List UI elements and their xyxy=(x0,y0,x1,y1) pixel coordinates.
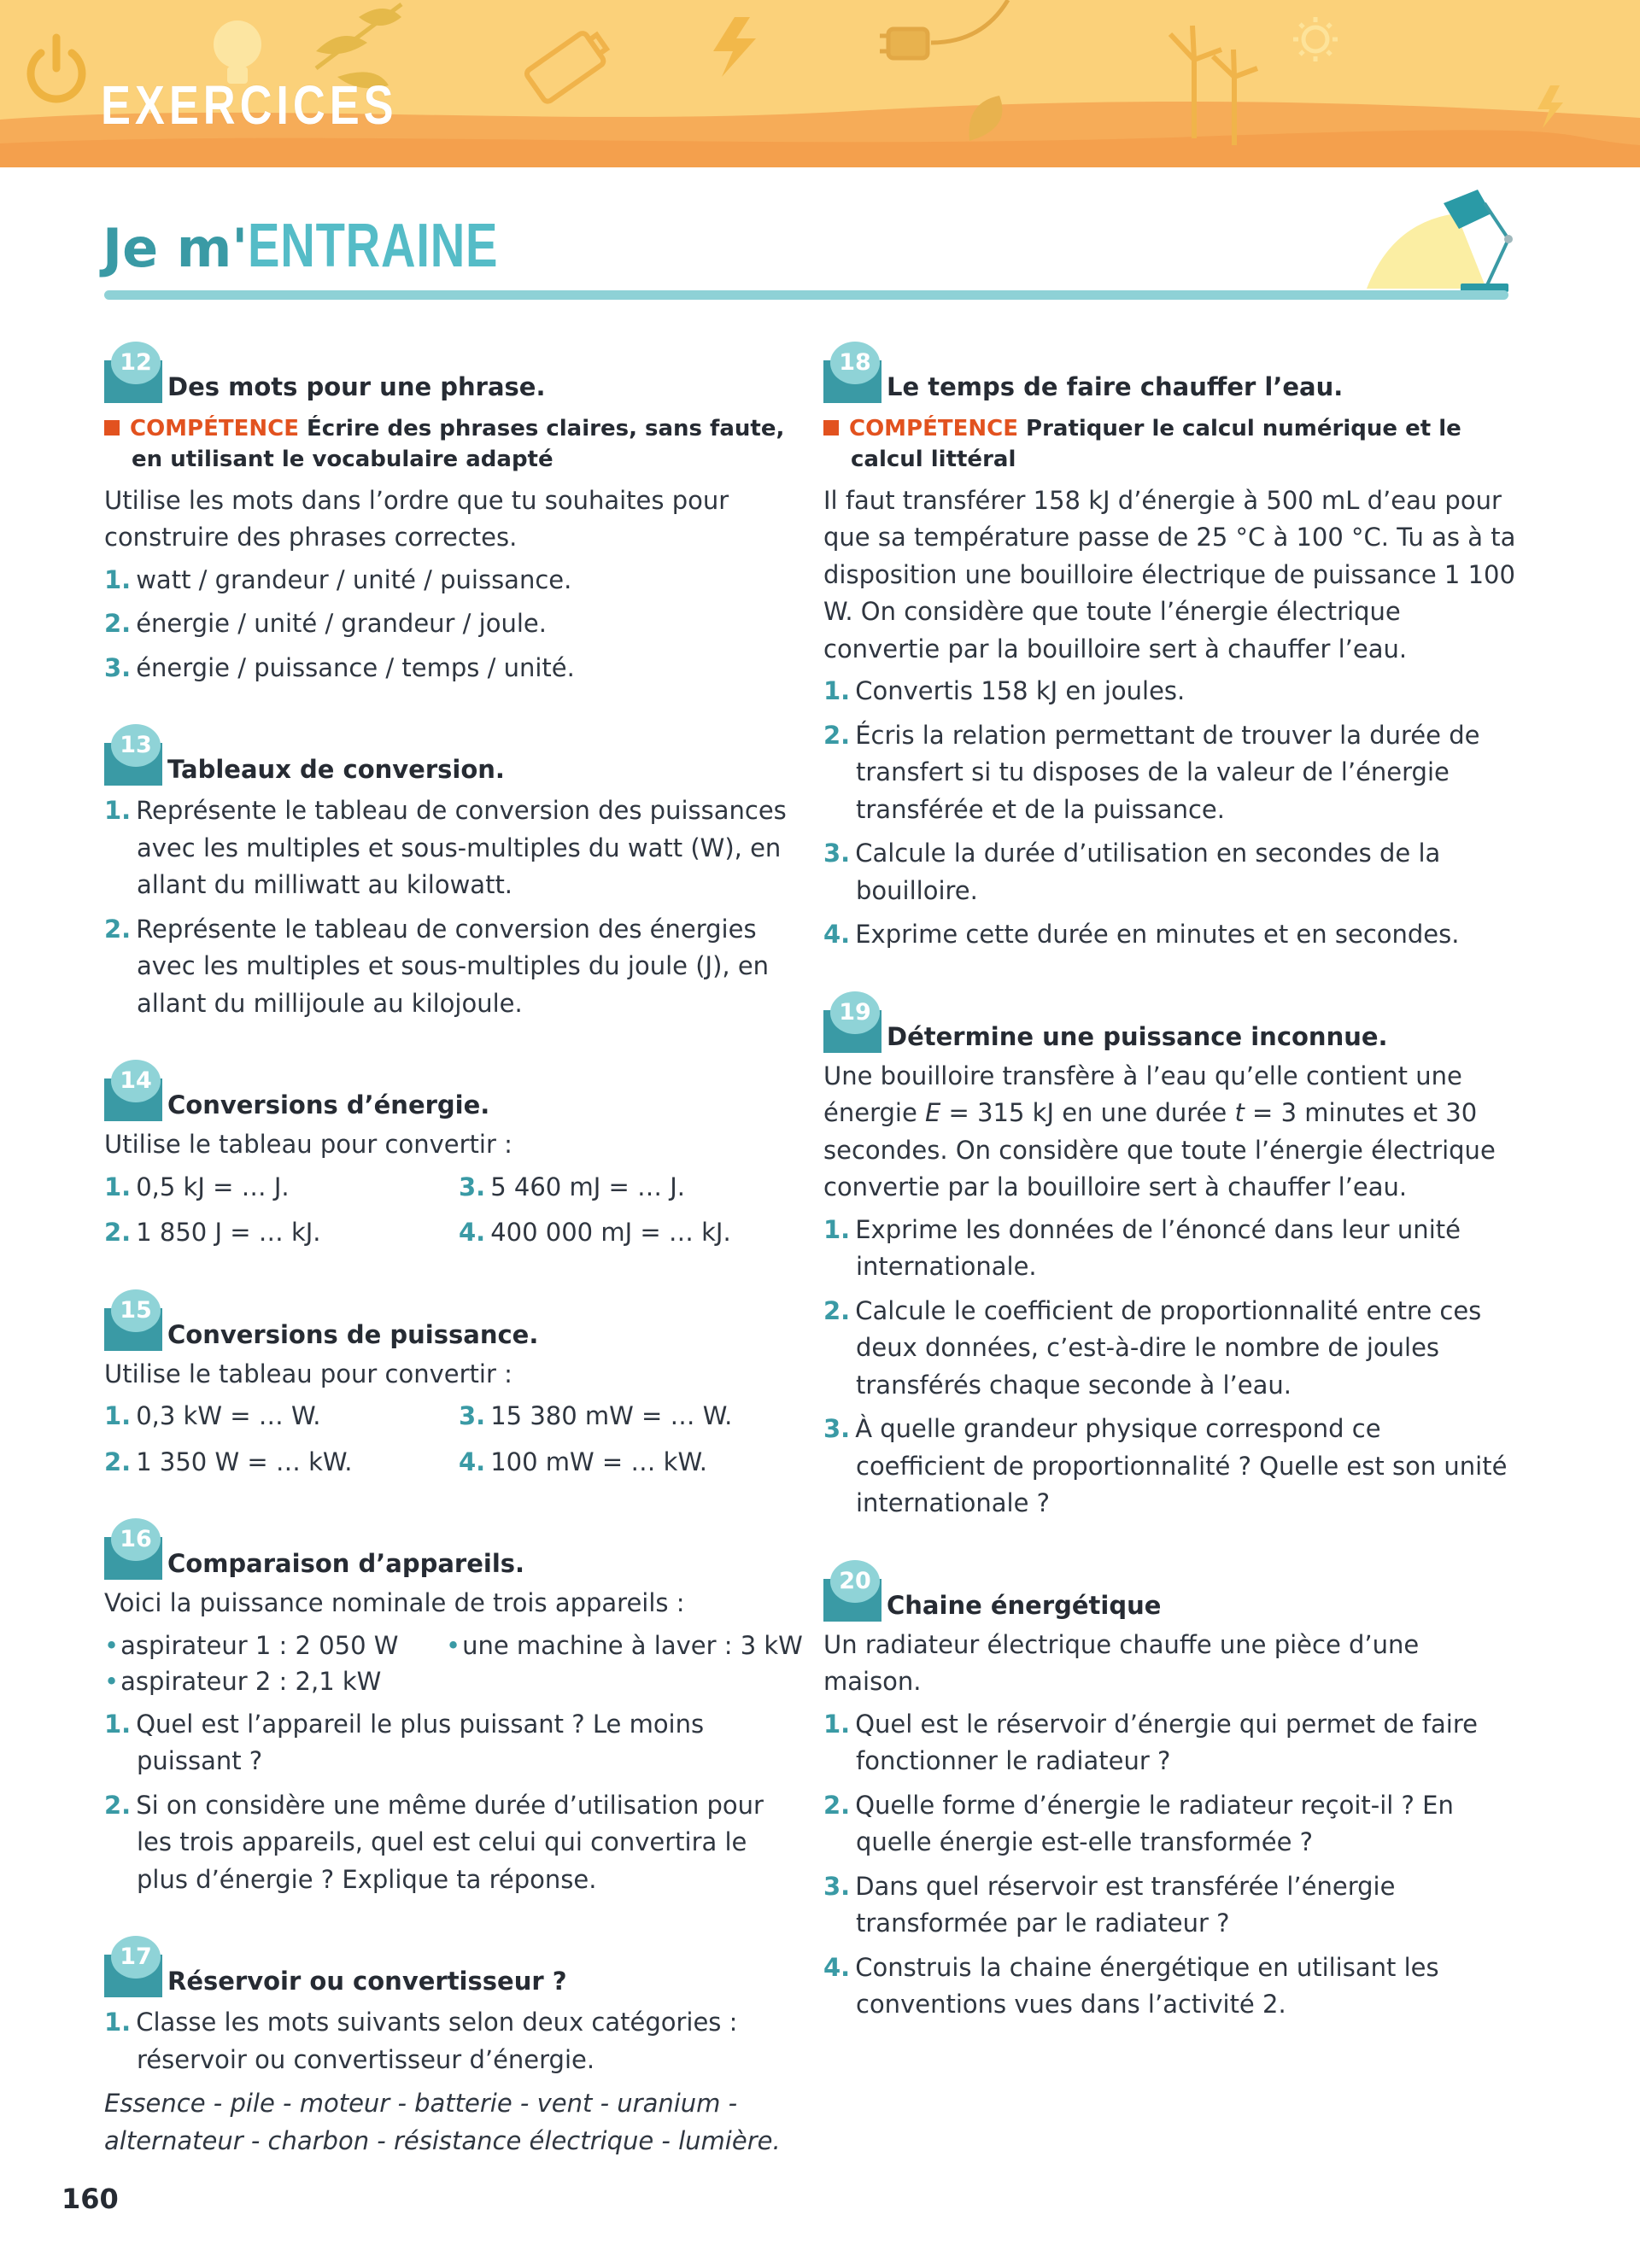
question-text: 0,3 kW = … W. xyxy=(136,1401,321,1431)
question-number: 3. xyxy=(459,1172,486,1201)
question-text: Dans quel réservoir est transférée l’énergie transformée par le radiateur ? xyxy=(855,1871,1396,1938)
exercise-number-badge: 17 xyxy=(111,1936,161,1979)
exercise-header xyxy=(823,1560,1517,1623)
appliance-list xyxy=(104,1628,803,1699)
exercise-number-badge: 13 xyxy=(111,724,161,767)
question-text: Calcule la durée d’utilisation en secondes de la bouilloire. xyxy=(855,839,1441,905)
question-item xyxy=(823,1212,1517,1286)
question-text: À quelle grandeur physique correspond ce coefficient de proportionnalité ? Quelle est son unité internationale ? xyxy=(855,1414,1508,1518)
question-item xyxy=(104,1444,459,1482)
list-item: • aspirateur 1 : 2 050 W xyxy=(104,1628,446,1663)
question-text: Écris la relation permettant de trouver la durée de transfert si tu disposes de la valeur de l’énergie transférée et de la puissance. xyxy=(855,720,1480,824)
question-grid xyxy=(104,1169,798,1252)
question-number: 2. xyxy=(823,1790,851,1820)
question-item xyxy=(104,1706,798,1780)
question-text: énergie / puissance / temps / unité. xyxy=(136,652,575,682)
question-item xyxy=(459,1214,796,1252)
question-item xyxy=(459,1444,796,1482)
exercise-title: Conversions de puissance. xyxy=(167,1319,539,1349)
question-text: Convertis 158 kJ en joules. xyxy=(855,676,1186,706)
question-number: 1. xyxy=(823,676,851,706)
exercise-header xyxy=(104,1936,798,1999)
question-number: 1. xyxy=(104,1709,132,1739)
exercise-19 xyxy=(823,991,1517,1523)
exercise-header xyxy=(823,342,1517,405)
question-text: 15 380 mW = … W. xyxy=(490,1401,733,1431)
list-item: • une machine à laver : 3 kW xyxy=(446,1628,796,1663)
exercise-header xyxy=(104,724,798,787)
page-number: 160 xyxy=(62,2183,119,2215)
question-text: 1 850 J = … kJ. xyxy=(136,1218,321,1248)
exercise-header xyxy=(104,1518,798,1581)
list-item: • aspirateur 2 : 2,1 kW xyxy=(104,1663,446,1699)
question-item xyxy=(823,1411,1517,1523)
question-text: Exprime les données de l’énoncé dans leur unité internationale. xyxy=(855,1214,1461,1282)
question-grid xyxy=(104,1398,798,1481)
question-text: 5 460 mJ = … J. xyxy=(490,1172,685,1201)
exercise-title: Détermine une puissance inconnue. xyxy=(887,1021,1388,1051)
question-number: 1. xyxy=(104,564,132,594)
competence-square-icon xyxy=(823,420,839,435)
question-text: Calcule le coefficient de proportionnalité entre ces deux données, c’est-à-dire le nombre de joules transférés chaque seconde à l’eau. xyxy=(855,1295,1482,1400)
question-item xyxy=(104,1398,459,1435)
exercise-title: Comparaison d’appareils. xyxy=(167,1549,525,1579)
question-text: Exprime cette durée en minutes et en secondes. xyxy=(855,920,1460,950)
question-number: 3. xyxy=(823,839,851,868)
intro-part: Une bouilloire transfère à l’eau qu’elle contient une énergie xyxy=(823,1061,1462,1128)
competence-line xyxy=(104,413,798,476)
exercise-18 xyxy=(823,342,1517,954)
exercise-intro: Voici la puissance nominale de trois appareils : xyxy=(104,1588,685,1618)
exercise-title: Réservoir ou convertisseur ? xyxy=(167,1967,567,1996)
exercise-16 xyxy=(104,1518,803,1898)
left-column xyxy=(104,342,803,2197)
question-item xyxy=(104,2004,798,2078)
exercise-intro: Utilise le tableau pour convertir : xyxy=(104,1359,512,1388)
exercise-intro xyxy=(823,1058,1517,1207)
question-item xyxy=(104,605,798,643)
question-item xyxy=(823,835,1517,909)
question-text: Quel est l’appareil le plus puissant ? Le moins puissant ? xyxy=(136,1709,705,1776)
question-number: 2. xyxy=(104,1790,132,1820)
question-number: 2. xyxy=(823,1295,851,1325)
question-item xyxy=(104,650,798,687)
question-text: 400 000 mJ = … kJ. xyxy=(490,1218,731,1248)
question-number: 3. xyxy=(823,1871,851,1901)
exercise-title: Tableaux de conversion. xyxy=(167,755,505,785)
header-title: EXERCICES xyxy=(101,74,398,136)
question-text: Représente le tableau de conversion des puissances avec les multiples et sous-multiples du watt (W), en allant du milliwatt au kilowatt. xyxy=(136,796,787,900)
question-text: Classe les mots suivants selon deux catégories : réservoir ou convertisseur d’énergie. xyxy=(136,2008,738,2074)
exercise-header xyxy=(104,1060,798,1123)
question-text: 0,5 kJ = … J. xyxy=(136,1172,290,1201)
exercise-17 xyxy=(104,1936,798,2160)
question-number: 1. xyxy=(104,2008,132,2037)
question-item xyxy=(823,916,1517,954)
question-number: 1. xyxy=(104,796,132,826)
question-item xyxy=(823,1949,1517,2024)
question-item xyxy=(459,1169,796,1207)
section-title-accent: ENTRAINE xyxy=(248,212,499,280)
question-item xyxy=(104,1169,459,1207)
question-number: 1. xyxy=(823,1214,851,1244)
question-text: watt / grandeur / unité / puissance. xyxy=(136,564,572,594)
competence-label: COMPÉTENCE xyxy=(849,416,1018,441)
exercise-title: Le temps de faire chauffer l’eau. xyxy=(887,372,1344,401)
question-item xyxy=(823,717,1517,829)
exercise-14 xyxy=(104,1060,798,1252)
question-number: 3. xyxy=(459,1401,486,1431)
exercise-intro: Utilise les mots dans l’ordre que tu souhaites pour construire des phrases correctes. xyxy=(104,485,729,552)
question-number: 4. xyxy=(459,1447,486,1476)
question-text: Construis la chaine énergétique en utilisant les conventions vues dans l’activité 2. xyxy=(855,1952,1439,2020)
question-text: 1 350 W = … kW. xyxy=(136,1447,353,1476)
exercise-intro: Il faut transférer 158 kJ d’énergie à 500 mL d’eau pour que sa température passe de 25 °C à 100 °C. Tu as à ta disposition une bouilloire électrique de puissance 1 100 W. On considère que toute l’énergie électrique convertie par la bouilloire sert à chauffer l’eau. xyxy=(823,485,1516,663)
question-item xyxy=(823,1706,1517,1780)
question-item xyxy=(823,673,1517,710)
question-text: Représente le tableau de conversion des énergies avec les multiples et sous-multiples du joule (J), en allant du millijoule au kilojoule. xyxy=(136,914,770,1018)
question-number: 2. xyxy=(104,1447,132,1476)
exercise-20 xyxy=(823,1560,1517,2024)
question-text: Quelle forme d’énergie le radiateur reçoit-il ? En quelle énergie est-elle transformée ? xyxy=(855,1790,1454,1857)
question-number: 4. xyxy=(823,1952,851,1982)
competence-line xyxy=(823,413,1517,476)
question-item xyxy=(104,1214,459,1252)
question-number: 1. xyxy=(104,1172,132,1201)
exercise-header xyxy=(104,342,798,405)
intro-part: = 315 kJ en une durée xyxy=(940,1098,1235,1128)
desk-lamp-icon xyxy=(1358,188,1520,299)
word-list: Essence - pile - moteur - batterie - vent - uranium -alternateur - charbon - résistance électrique - lumière. xyxy=(104,2089,781,2155)
question-number: 2. xyxy=(104,1218,132,1248)
question-item xyxy=(823,1787,1517,1862)
question-item xyxy=(823,1868,1517,1943)
question-text: Si on considère une même durée d’utilisation pour les trois appareils, quel est celui qui convertira le plus d’énergie ? Explique ta réponse. xyxy=(136,1790,764,1894)
exercise-intro: Utilise le tableau pour convertir : xyxy=(104,1130,512,1160)
question-number: 2. xyxy=(104,609,132,639)
header-banner xyxy=(0,0,1640,167)
section-title-rule xyxy=(104,290,1508,300)
exercise-15 xyxy=(104,1289,798,1482)
right-column xyxy=(823,342,1517,2061)
question-number: 1. xyxy=(823,1709,851,1739)
exercise-title: Des mots pour une phrase. xyxy=(167,372,546,401)
section-title-plain: Je m' xyxy=(102,217,249,279)
question-number: 2. xyxy=(104,914,132,944)
variable-t: t xyxy=(1234,1098,1245,1128)
exercise-number-badge: 18 xyxy=(830,342,880,384)
competence-square-icon xyxy=(104,420,120,435)
competence-text: Écrire des phrases claires, sans faute, en utilisant le vocabulaire adapté xyxy=(132,416,785,473)
exercise-header xyxy=(104,1289,798,1353)
exercise-number-badge: 16 xyxy=(111,1518,161,1561)
exercise-title: Conversions d’énergie. xyxy=(167,1090,490,1120)
variable-e: E xyxy=(925,1098,941,1128)
exercise-number-badge: 12 xyxy=(111,342,161,384)
question-item xyxy=(459,1398,796,1435)
intro-part: = 3 minutes et 30 secondes. On considère que toute l’énergie électrique convertie par la bouilloire sert à chauffer l’eau. xyxy=(823,1098,1496,1202)
question-item xyxy=(104,562,798,599)
exercise-number-badge: 15 xyxy=(111,1289,161,1332)
question-text: 100 mW = … kW. xyxy=(490,1447,708,1476)
question-number: 4. xyxy=(823,920,851,950)
competence-text: Pratiquer le calcul numérique et le calcul littéral xyxy=(851,416,1461,473)
question-item xyxy=(823,1293,1517,1405)
exercise-number-badge: 20 xyxy=(830,1560,880,1603)
question-number: 1. xyxy=(104,1401,132,1431)
question-item xyxy=(104,911,798,1023)
question-item xyxy=(104,1787,798,1899)
exercise-number-badge: 14 xyxy=(111,1060,161,1102)
question-text: Quel est le réservoir d’énergie qui permet de faire fonctionner le radiateur ? xyxy=(855,1709,1478,1776)
question-number: 3. xyxy=(104,652,132,682)
exercise-header xyxy=(823,991,1517,1055)
question-number: 2. xyxy=(823,720,851,750)
question-number: 3. xyxy=(823,1414,851,1444)
exercise-intro: Un radiateur électrique chauffe une pièce d’une maison. xyxy=(823,1629,1420,1697)
question-text: énergie / unité / grandeur / joule. xyxy=(136,609,547,639)
exercise-number-badge: 19 xyxy=(830,991,880,1034)
competence-label: COMPÉTENCE xyxy=(130,416,299,441)
question-number: 4. xyxy=(459,1218,486,1248)
question-item xyxy=(104,792,798,904)
exercise-12 xyxy=(104,342,798,687)
exercise-13 xyxy=(104,724,798,1022)
exercise-title: Chaine énergétique xyxy=(887,1590,1162,1620)
section-title xyxy=(102,212,569,280)
